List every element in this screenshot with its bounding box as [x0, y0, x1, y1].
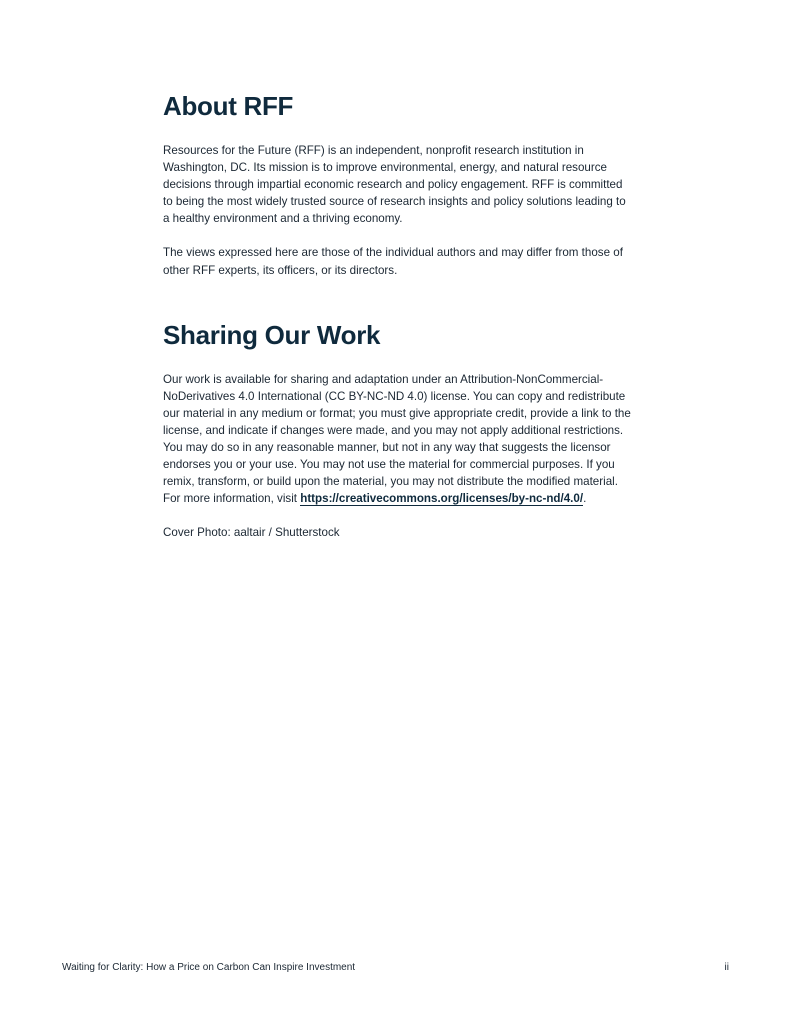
cover-photo-credit: Cover Photo: aaltair / Shutterstock [163, 526, 340, 540]
about-paragraph-mission: Resources for the Future (RFF) is an independent, nonprofit research institution in Washington, DC. Its mission is to improve environmental, energy, and natural resource decisions through impartial economic research and policy engagement. RFF is committed to being the most widely trusted source of research insights and policy solutions leading to a healthy environment and a thriving economy. [163, 144, 626, 226]
sharing-paragraph-license [163, 371, 633, 508]
license-link-suffix: . [583, 492, 587, 506]
sharing-heading: Sharing Our Work [163, 319, 381, 350]
footer-document-title: Waiting for Clarity: How a Price on Carbon Can Inspire Investment [62, 962, 356, 973]
license-text: Our work is available for sharing and adaptation under an Attribution-NonCommercial-NoDerivatives 4.0 International (CC BY-NC-ND 4.0) license. You can copy and redistribute our material in any medium or format; you must give appropriate credit, provide a link to the license, and indicate if changes were made, and you may not apply additional restrictions. You may do so in any reasonable manner, but not in any way that suggests the licensor endorses you or your use. You may not use the material for commercial purposes. If you remix, transform, or build upon the material, you may not distribute the modified material. For more information, visit [163, 372, 631, 506]
license-link[interactable]: https://creativecommons.org/licenses/by-nc-nd/4.0/ [300, 492, 584, 506]
about-paragraph-disclaimer: The views expressed here are those of the individual authors and may differ from those of other RFF experts, its officers, or its directors. [163, 246, 623, 277]
about-heading: About RFF [163, 91, 294, 121]
footer-page-number: ii [724, 962, 729, 973]
page-content [163, 88, 633, 542]
